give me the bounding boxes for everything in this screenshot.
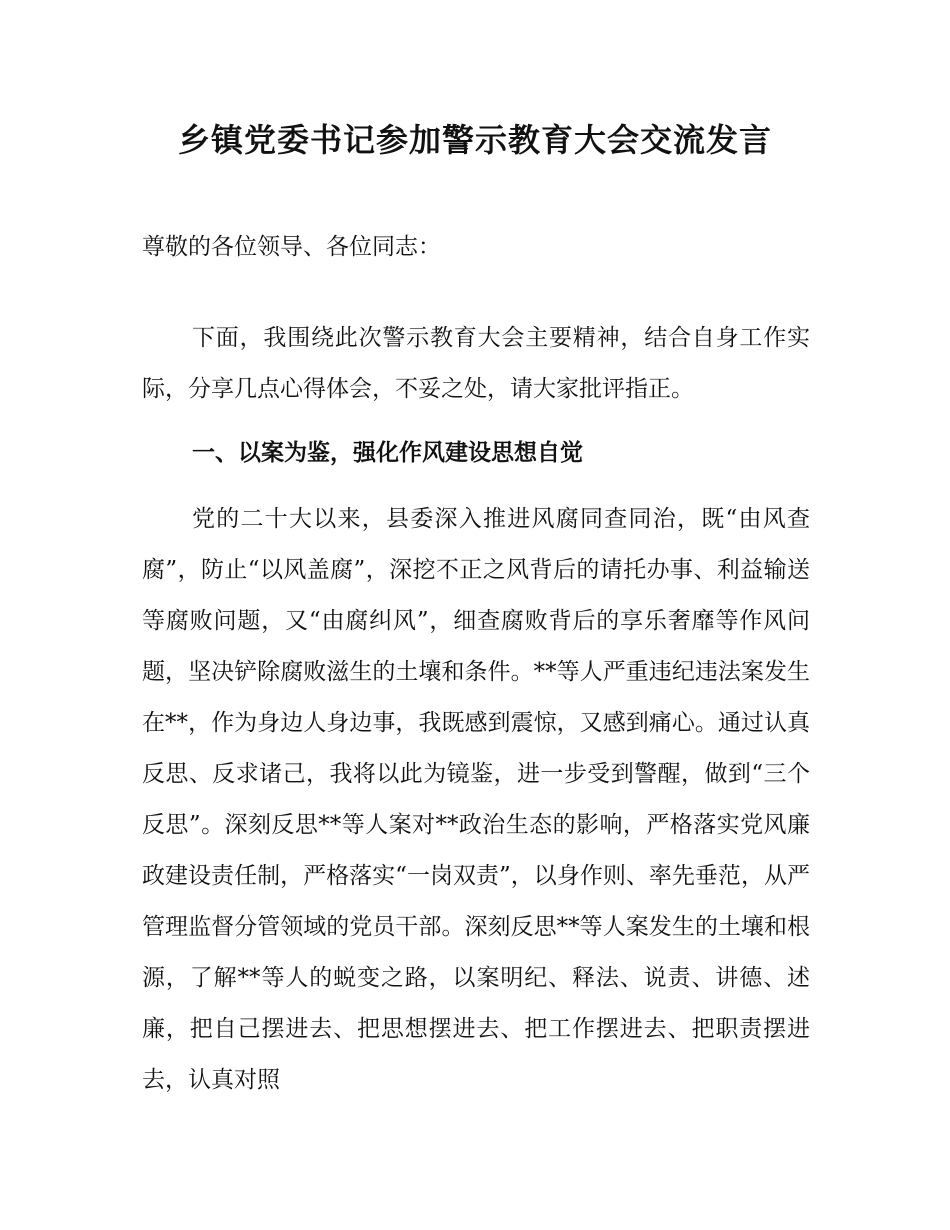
- body-paragraph-1: 党的二十大以来，县委深入推进风腐同查同治，既“由风查腐”，防止“以风盖腐”，深挖不正之风背后的请托办事、利益输送等腐败问题，又“由腐纠风”，细查腐败背后的享乐奢靡等作风问题，坚决铲除腐败滋生的土壤和条件。**等人严重违纪违法案发生在**，作为身边人身边事，我既感到震惊，又感到痛心。通过认真反思、反求诸己，我将以此为镜鉴，进一步受到警醒，做到“三个反思”。深刻反思**等人案对**政治生态的影响，严格落实党风廉政建设责任制，严格落实“一岗双责”，以身作则、率先垂范，从严管理监督分管领域的党员干部。深刻反思**等人案发生的土壤和根源，了解**等人的蜕变之路，以案明纪、释法、说责、讲德、述廉，把自己摆进去、把思想摆进去、把工作摆进去、把职责摆进去，认真对照: [142, 506, 810, 1093]
- document-title: 乡镇党委书记参加警示教育大会交流发言: [177, 121, 772, 159]
- salutation: 尊敬的各位领导、各位同志：: [142, 234, 441, 260]
- intro-paragraph: 下面，我围绕此次警示教育大会主要精神，结合自身工作实际，分享几点心得体会，不妥之处，请大家批评指正。: [142, 325, 810, 402]
- section-heading-1: 一、以案为鉴，强化作风建设思想自觉: [192, 440, 583, 466]
